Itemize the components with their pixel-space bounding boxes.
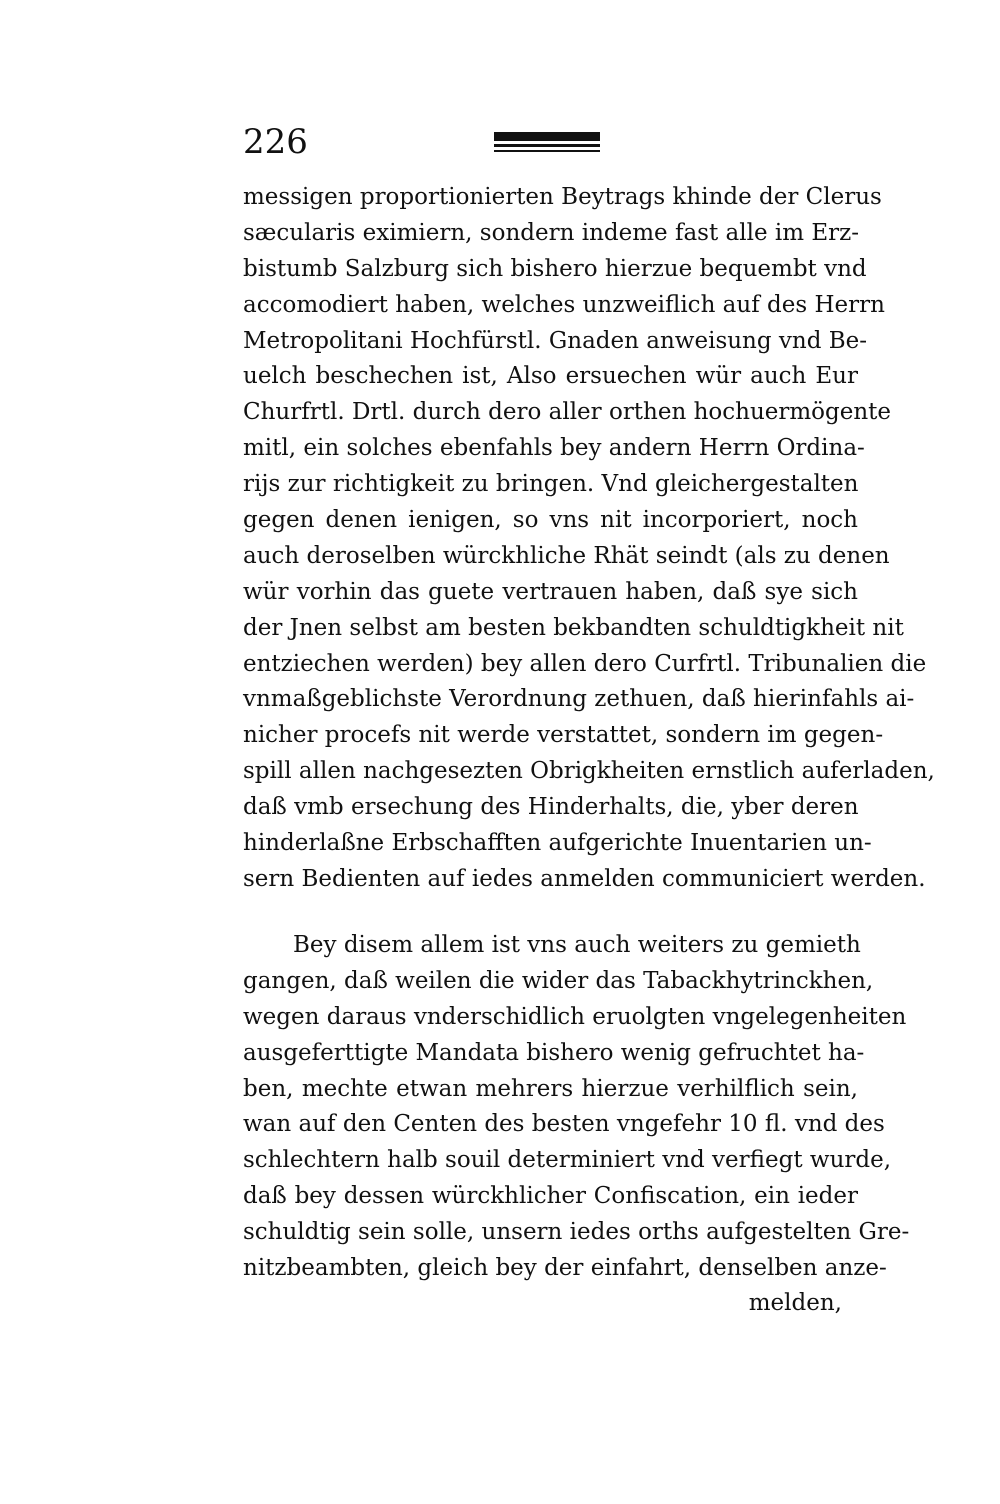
ornament-thin-rule (494, 150, 600, 152)
text-line: sæcularis eximiern, sondern indeme fast alle im Erz- (243, 219, 860, 246)
ornament-middle-rule (494, 144, 600, 147)
text-line: wegen daraus vnderschidlich eruolgten vngelegenheiten (243, 1003, 907, 1030)
text-line: rijs zur richtigkeit zu bringen. Vnd gleichergestalten (243, 471, 859, 498)
text-line: nitzbeambten, gleich bey der einfahrt, denselben anze- (243, 1255, 887, 1282)
text-line: entziechen werden) bey allen dero Curfrtl. Tribunalien die (243, 650, 927, 677)
text-line: mitl, ein solches ebenfahls bey andern Herrn Ordina- (243, 435, 865, 462)
text-line: bistumb Salzburg sich bishero hierzue bequembt vnd (243, 255, 867, 282)
paragraph-1 (243, 180, 935, 898)
catchword: melden, (748, 1290, 842, 1316)
paragraph-2 (243, 928, 910, 1287)
text-line: uelch beschechen ist, Also ersuechen wür auch Eur (243, 363, 858, 390)
text-line: hinderlaßne Erbschafften aufgerichte Inuentarien un- (243, 830, 872, 857)
text-line: schlechtern halb souil determiniert vnd verfiegt wurde, (243, 1147, 892, 1174)
text-line: daß vmb ersechung des Hinderhalts, die, yber deren (243, 794, 859, 821)
text-line: Churfrtl. Drtl. durch dero aller orthen hochuermögente (243, 399, 892, 426)
text-line: gegen denen ienigen, so vns nit incorporiert, noch (243, 507, 858, 534)
header-rule-ornament (494, 132, 600, 154)
text-line: messigen proportionierten Beytrags khinde der Clerus (243, 184, 882, 210)
text-line: sern Bedienten auf iedes anmelden communiciert werden. (243, 865, 926, 892)
text-line: vnmaßgeblichste Verordnung zethuen, daß hierinfahls ai- (243, 686, 915, 713)
text-line: daß bey dessen würckhlicher Confiscation, ein ieder (243, 1183, 858, 1210)
ornament-thick-rule (494, 132, 600, 141)
text-line: der Jnen selbst am besten bekbandten schuldtigkheit nit (243, 614, 904, 641)
text-line: nicher procefs nit werde verstattet, sondern im gegen- (243, 722, 884, 749)
text-line: Bey disem allem ist vns auch weiters zu gemieth (293, 932, 861, 958)
text-line: spill allen nachgesezten Obrigkheiten ernstlich auferladen, (243, 758, 935, 785)
text-line: schuldtig sein solle, unsern iedes orths aufgestelten Gre- (243, 1219, 910, 1246)
text-line: auch deroselben würckhliche Rhät seindt (als zu denen (243, 542, 890, 569)
text-line: ausgeferttigte Mandata bishero wenig gefruchtet ha- (243, 1039, 865, 1066)
page-number: 226 (243, 122, 308, 162)
text-line: Metropolitani Hochfürstl. Gnaden anweisung vnd Be- (243, 327, 868, 354)
text-line: gangen, daß weilen die wider das Tabackhytrinckhen, (243, 967, 874, 994)
text-line: wür vorhin das guete vertrauen haben, daß sye sich (243, 578, 858, 605)
text-line: ben, mechte etwan mehrers hierzue verhilflich sein, (243, 1075, 858, 1102)
text-line: wan auf den Centen des besten vngefehr 10 fl. vnd des (243, 1111, 885, 1138)
text-line: accomodiert haben, welches unzweiflich auf des Herrn (243, 291, 885, 318)
